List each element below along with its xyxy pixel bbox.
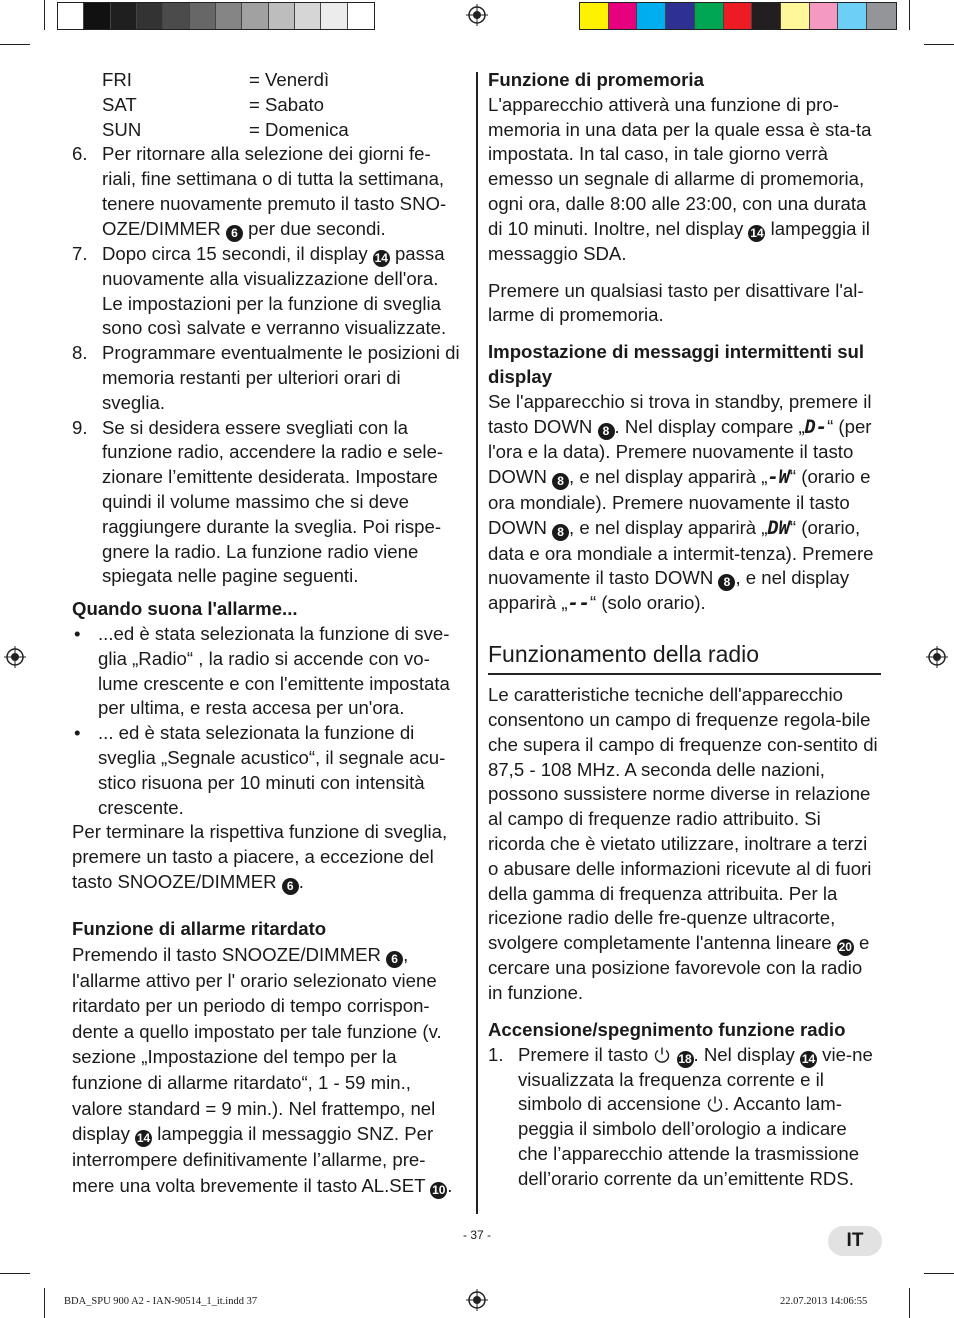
- day-code: FRI: [102, 69, 132, 90]
- color-swatch: [190, 3, 216, 29]
- registration-mark-right-icon: [926, 646, 948, 668]
- color-swatch: [752, 3, 781, 29]
- crop-mark: [0, 44, 30, 45]
- day-value: = Domenica: [249, 118, 349, 140]
- color-swatch: [137, 3, 163, 29]
- crop-mark: [0, 1273, 30, 1274]
- color-swatch: [838, 3, 867, 29]
- step-number: 9.: [72, 416, 88, 438]
- color-swatch: [609, 3, 638, 29]
- color-swatch: [295, 3, 321, 29]
- color-swatch: [111, 3, 137, 29]
- lcd-symbol: D-: [804, 416, 828, 438]
- color-swatch: [348, 3, 374, 29]
- section-heading: Quando suona l'allarme...: [72, 598, 298, 620]
- ref-number-icon: 20: [838, 940, 852, 955]
- color-swatch: [666, 3, 695, 29]
- ref-number-icon: 8: [598, 423, 615, 440]
- list-item: [72, 341, 464, 415]
- left-column: [72, 68, 464, 1199]
- alarm-steps-list: [72, 142, 464, 589]
- ref-number-icon: 6: [386, 951, 403, 968]
- day-code: SUN: [102, 118, 142, 140]
- color-swatch: [269, 3, 295, 29]
- process-color-bar: [579, 2, 897, 30]
- lcd-symbol: DW: [767, 517, 790, 539]
- color-swatch: [695, 3, 724, 29]
- registration-mark-left-icon: [4, 646, 26, 668]
- color-swatch: [321, 3, 347, 29]
- bullet-text: ... ed è stata selezionata la funzione di sveglia „Segnale acustico“, il segnale acu-stico risuona per 10 minuti con intensità crescente.: [98, 722, 446, 818]
- power-icon: [706, 1095, 724, 1113]
- ref-number-icon: 6: [226, 225, 243, 242]
- footer-filename: BDA_SPU 900 A2 - IAN-90514_1_it.indd 37: [64, 1296, 258, 1307]
- ref-number-icon: 14: [801, 1051, 816, 1066]
- color-swatch: [781, 3, 810, 29]
- step-text: Programmare eventualmente le posizioni di memoria restanti per ulteriori orari di sveglia.: [102, 342, 460, 413]
- day-code: SAT: [102, 93, 137, 115]
- color-swatch: [810, 3, 839, 29]
- step-number: 8.: [72, 342, 88, 364]
- step-text: Per ritornare alla selezione dei giorni fe-riali, fine settimana o di tutta la settimana, tenere nuovamente premuto il tasto SNO-OZE/DIMMER: [102, 143, 447, 239]
- step-number: 1.: [488, 1043, 504, 1065]
- paragraph: L'apparecchio attiverà una funzione di pro-memoria in una data per la quale essa è sta-ta impostata. In tal caso, in tale giorno verrà emesso un segnale di allarme di promemoria, ogni ora, dalle 8:00 alle 23:00, con una durata di 10 minuti. Inoltre, nel display 14 lampeggia il messaggio SDA.: [488, 93, 872, 264]
- right-column: [488, 68, 881, 1191]
- step-text: Se si desidera essere svegliati con la funzione radio, accendere la radio e sele-zionare l’emittente desiderata. Impostare quindi il volume massimo che si deve raggiungere durante la sveglia. Poi rispe-gnere la radio. La funzione radio viene spiegata nelle pagine seguenti.: [102, 416, 444, 587]
- bullet-text: ...ed è stata selezionata la funzione di sve-glia „Radio“ , la radio si accende con vo-lume crescente e con l'emittente impostata per ultima, e resta accesa per un'ora.: [98, 622, 450, 719]
- section-heading: Funzione di promemoria: [488, 69, 704, 90]
- step-number: 6.: [72, 143, 88, 165]
- list-item: 1. Premere il tasto 18. Nel display 14 vie-ne visualizzata la frequenza corrente e il simbolo di accensione . Accanto lam-peggia il simbolo dell’orologio a indicare che l’apparecchio attende la trasmissione dell’orario corrente da un’emittente RDS.: [488, 1043, 873, 1189]
- day-value: = Sabato: [249, 93, 324, 115]
- ref-number-icon: 10: [432, 1182, 446, 1197]
- grayscale-color-bar: [57, 2, 375, 30]
- step-text: per due secondi.: [242, 217, 386, 239]
- color-swatch: [58, 3, 84, 29]
- footer-timestamp: 22.07.2013 14:06:55: [780, 1296, 868, 1307]
- step-text: Dopo circa 15 secondi, il display: [102, 242, 373, 264]
- ref-number-icon: 8: [552, 524, 569, 541]
- radio-steps-list: [488, 1043, 881, 1192]
- language-badge: IT: [828, 1226, 882, 1256]
- color-swatch: [242, 3, 268, 29]
- paragraph: Per terminare la rispettiva funzione di sveglia, premere un tasto a piacere, a eccezione del tasto SNOOZE/DIMMER 6 .: [72, 821, 448, 893]
- color-swatch: [84, 3, 110, 29]
- list-item: [72, 242, 464, 341]
- registration-mark-top-icon: [466, 4, 488, 26]
- paragraph: Se l'apparecchio si trova in standby, premere il tasto DOWN 8 . Nel display compare „D-“ (per l'ora e la data). Premere nuovamente il tasto DOWN 8 , e nel display apparirà „-W“ (orario e ora mondiale). Premere nuovamente il tasto DOWN 8 , e nel display apparirà „DW“ (orario, data e ora mondiale a intermit-tenza). Premere nuovamente il tasto DOWN 8 , e nel display apparirà „--“ (solo orario).: [488, 390, 874, 615]
- ref-number-icon: 8: [552, 473, 569, 490]
- day-value: = Venerdì: [249, 69, 330, 90]
- crop-mark: [924, 1273, 954, 1274]
- list-item: [72, 416, 464, 590]
- color-swatch: [580, 3, 609, 29]
- list-item: • ... ed è stata selezionata la funzione di sveglia „Segnale acustico“, il segnale acu-stico risuona per 10 minuti con intensità crescente.: [74, 722, 446, 818]
- crop-mark: [924, 44, 954, 45]
- ref-number-icon: 18: [678, 1051, 692, 1066]
- ref-number-icon: 14: [136, 1131, 151, 1146]
- crop-mark: [44, 0, 45, 30]
- color-swatch: [867, 3, 896, 29]
- ref-number-icon: 14: [374, 250, 388, 265]
- list-item: [72, 142, 464, 241]
- page-number: - 37 -: [462, 1228, 491, 1242]
- paragraph: Premendo il tasto SNOOZE/DIMMER 6 , l'allarme attivo per l' orario selezionato viene ritardato per un periodo di tempo corrispon-dente a quello impostato per tale funzione (v. sezione „Impostazione del tempo per la funzione di allarme ritardato“, 1 - 59 min., valore standard = 9 min.). Nel frattempo, nel display 14 lampeggia il messaggio SNZ. Per interrompere definitivamente l’allarme, pre-mere una volta brevemente il tasto AL.SET 10.: [72, 943, 453, 1197]
- crop-mark: [909, 0, 910, 30]
- paragraph: Le caratteristiche tecniche dell'apparecchio consentono un campo di frequenze regola-bile che supera il campo di frequenze con-sentito di 87,5 - 108 MHz. A seconda delle nazioni, possono sussistere norme diverse in relazione al campo di frequenze radio attribuito. Si ricorda che è vietato utilizzare, inoltrare a terzi o abusare delle informazioni ricevute al di fuori della gamma di frequenza attribuita. Per la ricezione radio delle fre-quenze ultracorte, svolgere completamente l'antenna lineare 20 e cercare una posizione favorevole con la radio in funzione.: [488, 684, 878, 1003]
- step-number: 7.: [72, 242, 88, 264]
- list-item: • ...ed è stata selezionata la funzione di sve-glia „Radio“ , la radio si accende con vo-lume crescente e con l'emittente impostata per ultima, e resta accesa per un'ora.: [74, 622, 450, 719]
- paragraph: Premere un qualsiasi tasto per disattivare l'al-larme di promemoria.: [488, 279, 864, 326]
- step-text: passa nuovamente alla visualizzazione dell'ora. Le impostazioni per la funzione di sveglia sono così salvate e verranno visualizzate.: [102, 242, 447, 339]
- column-divider: [476, 72, 478, 1214]
- ref-number-icon: 14: [750, 225, 764, 240]
- color-swatch: [637, 3, 666, 29]
- color-swatch: [724, 3, 753, 29]
- ref-number-icon: 6: [282, 878, 299, 895]
- crop-mark: [44, 1288, 45, 1318]
- color-swatch: [216, 3, 242, 29]
- lcd-symbol: --: [567, 593, 590, 615]
- alarm-bullets: [72, 622, 464, 820]
- section-heading: Accensione/spegnimento funzione radio: [488, 1018, 846, 1040]
- power-icon: [653, 1046, 671, 1064]
- weekday-table: [72, 68, 464, 142]
- crop-mark: [909, 1288, 910, 1318]
- ref-number-icon: 8: [718, 574, 735, 591]
- section-heading: Impostazione di messaggi intermittenti sul display: [488, 341, 865, 387]
- section-title-radio: Funzionamento della radio: [488, 639, 881, 675]
- registration-mark-bottom-icon: [466, 1289, 488, 1311]
- color-swatch: [163, 3, 189, 29]
- section-heading: Funzione di allarme ritardato: [72, 917, 327, 939]
- lcd-symbol: -W: [767, 467, 790, 489]
